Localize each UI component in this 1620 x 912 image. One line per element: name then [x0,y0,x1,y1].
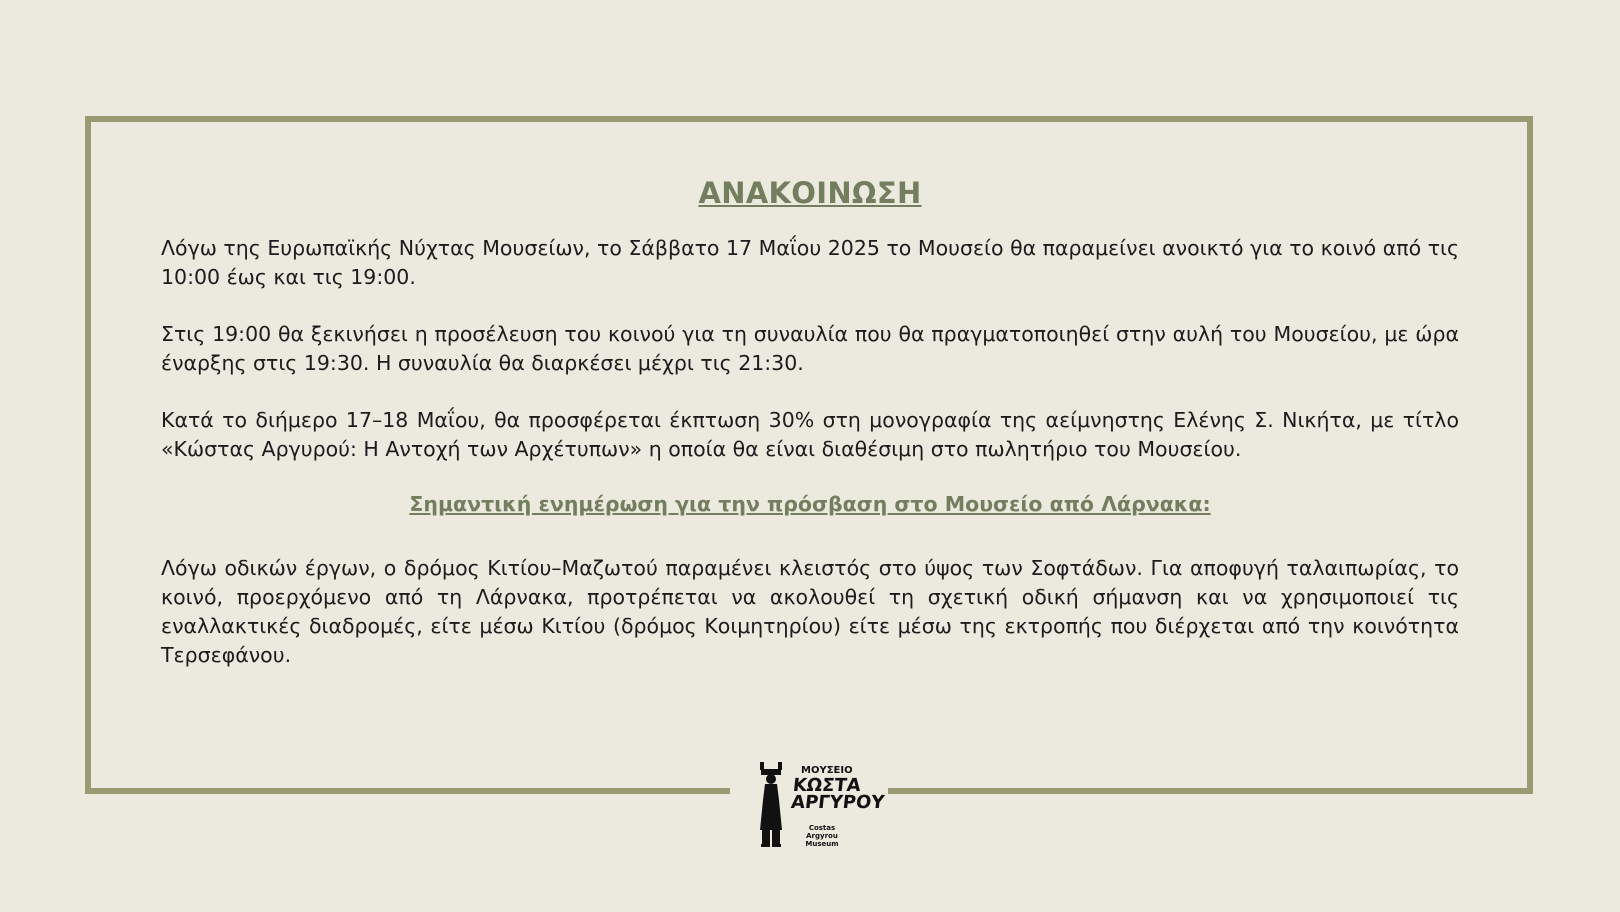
museum-logo [755,758,886,850]
paragraph-discount: Κατά το διήμερο 17–18 Μαΐου, θα προσφέρεται έκπτωση 30% στη μονογραφία της αείμνηστης Ελένης Σ. Νικήτα, με τίτλο «Κώστας Αργυρού: Η Αντοχή των Αρχέτυπων» η οποία θα είναι διαθέσιμη στο πωλητήριο του Μουσείου. [161,408,1459,461]
logo-name [790,777,887,811]
logo-english-name [799,824,845,848]
logo-name-line1: ΚΩΣΤΑ [791,775,862,796]
announcement-title: ΑΝΑΚΟΙΝΩΣΗ [698,176,922,210]
access-update-heading: Σημαντική ενημέρωση για την πρόσβαση στο Μουσείο από Λάρνακα: [409,492,1211,516]
paragraph-concert: Στις 19:00 θα ξεκινήσει η προσέλευση του κοινού για τη συναυλία που θα πραγματοποιηθεί στην αυλή του Μουσείου, με ώρα έναρξης στις 19:30. Η συναυλία θα διαρκέσει μέχρι τις 21:30. [161,322,1459,375]
logo-english-line2: Museum [805,840,839,848]
logo-museum-label: ΜΟΥΣΕΙΟ [801,765,853,776]
paragraph-road-works: Λόγω οδικών έργων, ο δρόμος Κιτίου–Μαζωτού παραμένει κλειστός στο ύψος των Σοφτάδων. Για αποφυγή ταλαιπωρίας, το κοινό, προερχόμενο από τη Λάρνακα, προτρέπεται να ακολουθεί τη σχετική οδική σήμανση και να χρησιμοποιεί τις εναλλακτικές διαδρομές, είτε μέσω Κιτίου (δρόμος Κοιμητηρίου) είτε μέσω της εκτροπής που διέρχεται από την κοινότητα Τερσεφάνου. [161,556,1459,667]
announcement-content [161,176,1459,698]
logo-english-line1: Costas Argyrou [806,824,838,840]
paragraph-opening-hours: Λόγω της Ευρωπαϊκής Νύχτας Μουσείων, το Σάββατο 17 Μαΐου 2025 το Μουσείο θα παραμείνει ανοικτό για το κοινό από τις 10:00 έως και τις 19:00. [161,236,1459,289]
logo-name-line2: ΑΡΓΥΡΟΥ [790,792,886,813]
sculpture-figure-icon [757,760,785,848]
